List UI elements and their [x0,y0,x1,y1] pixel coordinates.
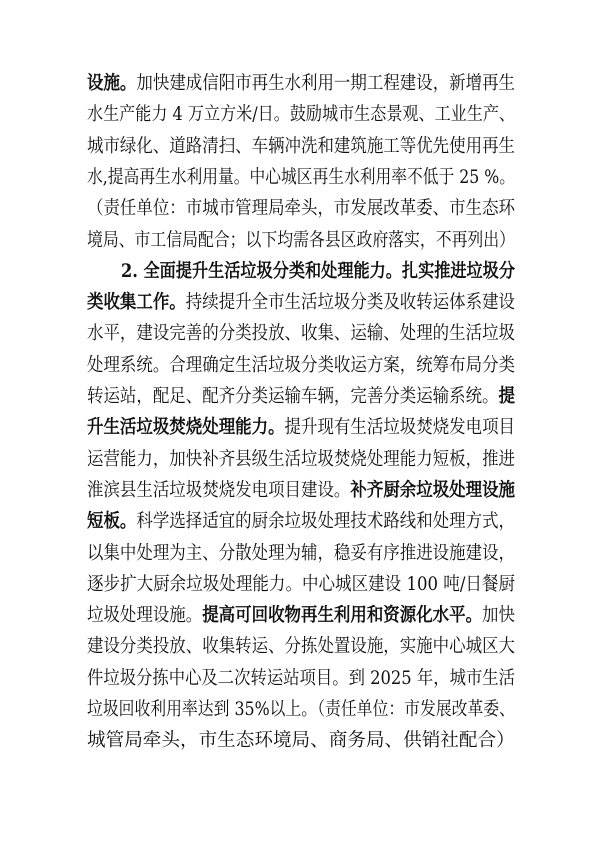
text-line [87,635,515,659]
text-run: 水,提高再生水利用量。中心城区再生水利用率不低于 25 %。 [87,166,515,188]
text-line [87,166,515,190]
text-run: 水平，建设完善的分类投放、收集、运输、处理的生活垃圾 [87,323,516,345]
text-run: 运营能力，加快补齐县级生活垃圾焚烧处理能力短板，推进 [87,448,516,470]
text-line [87,229,515,253]
text-run: 持续提升全市生活垃圾分类及收转运体系建设 [185,292,516,314]
text-line [87,135,515,159]
bold-text-run: 短板。 [87,511,137,533]
text-run: 科学选择适宜的厨余垃圾处理技术路线和处理方式， [136,511,516,533]
text-line [87,479,515,503]
text-line [87,385,515,409]
bold-text-run: 提高可回收物再生利用和资源化水平。 [202,605,483,627]
text-line [87,698,515,722]
text-line [87,729,515,753]
text-run: 城市绿化、道路清扫、车辆冲洗和建筑施工等优先使用再生 [87,135,516,157]
bold-text-run: 升生活垃圾焚烧处理能力。 [87,417,285,439]
text-line [87,573,515,597]
text-run: 以集中处理为主、分散处理为辅，稳妥有序推进设施建设， [87,542,516,564]
text-line [87,291,515,315]
text-line [121,260,515,284]
bold-text-run: 2. 全面提升生活垃圾分类和处理能力。扎实推进垃圾分 [121,260,515,282]
text-run: 建设分类投放、收集转运、分拣处置设施，实施中心城区大 [87,636,516,658]
text-run: 逐步扩大厨余垃圾处理能力。中心城区建设 100 吨/日餐厨 [87,573,516,595]
text-line [87,667,515,691]
text-line [87,197,515,221]
text-line [87,354,515,378]
text-run: 加快建成信阳市再生水利用一期工程建设，新增再生 [136,73,516,94]
text-line [87,72,515,96]
text-line [87,604,515,628]
text-run: 转运站，配足、配齐分类运输车辆，完善分类运输系统。 [87,386,499,407]
text-run: 水生产能力 4 万立方米/日。鼓励城市生态景观、工业生产、 [87,104,516,126]
text-run: 件垃圾分拣中心及二次转运站项目。到 2025 年，城市生活 [87,667,516,689]
text-run: 提升现有生活垃圾焚烧发电项目 [284,417,516,439]
text-line [87,510,515,534]
text-line [87,416,515,440]
bold-text-run: 类收集工作。 [87,292,186,314]
bold-text-run: 提 [498,386,516,407]
text-line [87,448,515,472]
text-line [87,322,515,346]
text-run: 境局、市工信局配合；以下均需各县区政府落实，不再列出） [87,229,515,251]
bold-text-run: 补齐厨余垃圾处理设施 [350,479,516,501]
text-run: 垃圾回收利用率达到 35%以上。（责任单位：市发展改革委、 [87,699,515,720]
text-run: 城管局牵头，市生态环境局、商务局、供销社配合） [87,730,515,752]
bold-text-run: 设施。 [87,73,137,94]
text-run: 处理系统。合理确定生活垃圾分类收运方案，统筹布局分类 [87,354,516,376]
text-run: （责任单位：市城市管理局牵头，市发展改革委、市生态环 [87,198,516,220]
text-run: 垃圾处理设施。 [87,605,203,627]
text-line [87,542,515,566]
text-line [87,103,515,127]
text-run: 淮滨县生活垃圾焚烧发电项目建设。 [87,479,351,501]
text-run: 加快 [482,605,515,627]
